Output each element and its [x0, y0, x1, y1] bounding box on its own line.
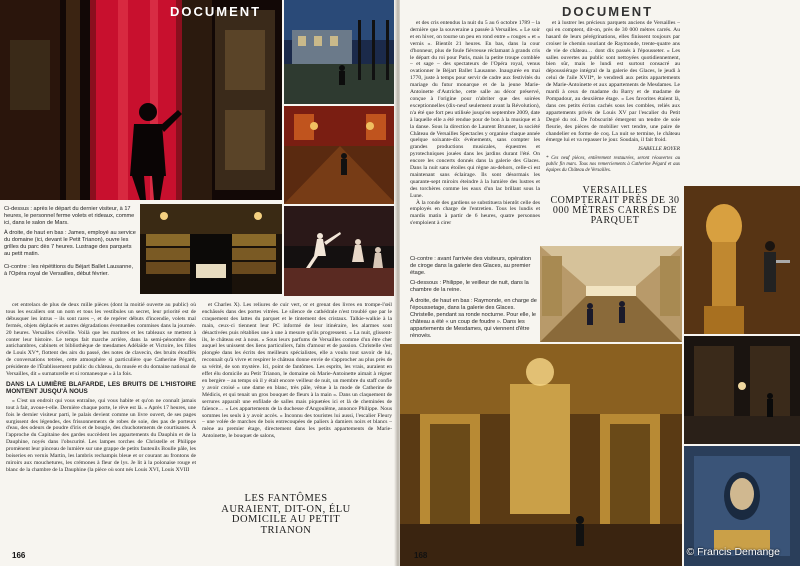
right-caption-3: À droite, de haut en bas : Raymonde, en charge de l'époussetage, dans la galerie des Glaces. Christelle, pendant sa ronde nocturne. Pour elle, le château a été « un coup de foudre ». Dans les appartements de Mesdames, qui viennent d'être rénovés. — [410, 298, 537, 339]
left-col2-paragraph: et Charles X). Les reliures de cuir vert, or et grenat des livres en trompe-l'œil enchâssés dans des portes vitrées. Le silence de cathédrale n'est troublé que par le craquement des lattes du parquet et le tintement des cristaux. Talkie-walkie à la main, ceux-ci tiennent leur PC informé de leur itinéraire, les alarmes sont désactivées puis rétablies une à une à mesure qu'ils progressent. « La nuit, glissent-ils, le château est à nous. » Sous leurs parfums de Versailles comme d'un être cher auquel les unissent des liens particuliers, faits d'amour et de passion. Christelle s'est plongée dans les écrits des meilleurs spécialistes, elle a voulu tout savoir de lui, reconnaît qu'à vivre et respirer le château donne envie de s'approcher au plus près de sa vérité, de son mystère. Ici, point de fantômes. Les esprits, les vrais, auraient en effet élu domicile au Petit Trianon, le domaine où Marie-Antoinette aimait à régner en bergère – au temps où il y était encore veilleur de nuit, un membre du staff confie y avoir croisé « une dame en blanc, très pâle, vêtue à la mode de Catherine de Médicis, et qui tenait un gros bouquet de fleurs à la main ». Dans un claquement de serrures apparaît une enfilade de salles mais piquetées ici et là de cheminées de faïence… « Les appartements de la duchesse d'Angoulême, annonce Philippe. Nous sommes les seuls à y avoir accès. » Inconnu des touristes lui aussi, l'escalier Fleury – une volée de marches de bois entrecoupées de paliers à damiers noirs et blancs – mène au premier étage, directement dans les petits appartements de Marie-Antoinette, le bouquet de salons, — [202, 302, 392, 440]
left-body-column-1 — [6, 302, 196, 550]
right-body-column-2 — [546, 20, 680, 184]
left-col1-after-paragraph: « C'est un endroit qui vous entraîne, qui vous habite et qu'on ne connaît jamais tout à fait, avoue-t-elle. Dernière chaque porte, le rêve est là. » Après 17 heures, une fois le dernier visiteur parti, le palais devient comme un livre ouvert, de ses pages surgissent des légendes, des frissonnements de robes de soie, des pas de porteurs d'eau, des odeurs de poudre d'iris et de bougie, des chuchotements de courtisanes. À l'approche du Capitaine des gardes succèdent les appartements du Dauphin et de la Dauphine, noyés dans l'obscurité. Les lampes torches de Christelle et Philippe promènent leur pinceau de lumière sur une grappe de petits fauteuils Boulle pâle, les boiseries en vernis Martin, les lambris rechampis bleue et or courant au frontons de miroirs aux mouchetures, les crémones à fleur de lys. Je lit à la polonaise rouge et blanc de la chambre de la Dauphine (la pièce où sont nés Louis XVI, Louis XVIII — [6, 397, 196, 473]
section-title-right: DOCUMENT — [562, 4, 654, 19]
photo-chambre-de-la-reine — [400, 344, 682, 566]
right-captions — [410, 256, 538, 343]
left-captions — [4, 206, 136, 281]
section-title-left: DOCUMENT — [170, 4, 262, 19]
right-col2-paragraph-1: et à lustrer les précieux parquets anciens de Versailles – qui en comptent, dit-on, près de 30 000 mètres carrés. Au hasard de leurs pérégrinations, elles finissent toujours par croiser le chemin souriant de Raymonde, trente-quatre ans de vie de château… dont dix passés à l'épousseter. « Les salles ouvertes au public sont nettoyées quotidiennement, bien sûr, mais le lundi est surtout consacré au dépoussiérage intégral de la galerie des Glaces, le jeudi à celui de l'aile XVII*, le vendredi aux petits appartements de Marie-Antoinette et aux appartements de Mesdames. Le mardi à ceux de madame du Barry et de madame de Pompadour, au deuxième étage. » Les favorites étaient là, dans ces petits écrins cachés sous les combles, reliés aux appartements privés de Louis XV par l'escalier du Petit Degré du roi. De l'obscurité émergent un tendre de soie fleurie, des pièces de mobilier vert tendre, une paire de chandelier en forme de coq. La nuit se termine, le château émerge lui et va repasser le jour. Soudain, il fait froid. — [546, 20, 680, 144]
left-pull-quote: LES FANTÔMES AURAIENT, DIT-ON, ÉLU DOMICILE AU PETIT TRIANON — [221, 493, 351, 536]
photo-opera-royal — [140, 204, 282, 294]
author-signature: ISABELLE ROYER — [638, 146, 680, 153]
left-page — [0, 0, 396, 566]
page-number-left: 166 — [12, 551, 26, 560]
photo-ballet-rehearsal — [284, 206, 396, 296]
right-caption-1: Ci-contre : avant l'arrivée des visiteurs, opération de ciroge dans la galerie des Glaces, au premier étage. — [410, 256, 532, 276]
left-body-column-2 — [202, 302, 392, 488]
right-col1-paragraph-2: À la ronde des gardiens se substituera bientôt celle des employés en charge de l'entretien. Tous les lundis et mardis matin à partir de 6 heures, quatre personnes s'emploient à cirer — [410, 199, 540, 227]
caption-1: Ci-dessus : après le départ du dernier visiteur, à 17 heures, le personnel ferme volets et rideaux, comme ici, dans le salon de Mars. — [4, 206, 135, 226]
photo-petit-trianon-gates — [284, 0, 396, 104]
right-caption-2: Ci-dessous : Philippe, le veilleur de nuit, dans la chambre de la reine. — [410, 280, 529, 293]
right-headline: VERSAILLES COMPTERAIT PRÈS DE 30 000 MÈTRES CARRÉS DE PARQUET — [550, 185, 680, 226]
right-col1-paragraph-1: et des cris entendus la nuit du 5 au 6 octobre 1789 – la dernière que la souveraine a passée à Versailles. « Le soir et en hiver, on tourne un peu en rond entre « rouges » et « vernis ». Bientôt 21 heures. En bas, dans la cour d'honneur, plus de foule fiévreuse réclamant à grands cris le départ du roi pour Paris, mais la petite troupe comblée – et sage – des spectateurs de l'Opéra royal, venus ovationner le Béjart Ballet Lausanne. Inaugurée en mai 1770, juste à temps pour servir de cadre aux festivités du mariage du futur monarque et de la jeune Marie-Antoinette d'Autriche, cette salle au décor préservé, conçue à l'origine pour n'abriter que des soirées exceptionnelles (dix-neuf seulement avant la Révolution), n'a été que fort peu utilisée jusqu'en septembre 2009, date à laquelle elle a été rendue pour de bon à la musique et à la danse. Sous la direction de Laurent Brunner, la société Château de Versailles Spectacles y organise chaque année quelque soixante-dix événements, sans compter les grandes productions musicales, équestres et pyrotechniques jouées dans les jardins durant l'été. On encore les concerts donnés dans la galerie des Glaces. Dans la nuit sans étoiles qui règne au-dehors, celle-ci est maintenant sans éclairage. Ils sont désormais les quarante-sept miroirs éteindre à la lumière des lustres et des torchères comme les eaux d'un lac brillant sous la Lune. — [410, 20, 540, 199]
caption-2: À droite, de haut en bas : James, employé au service du domaine (ici, devant le Petit Trianon), ouvre les grilles du parc dès 7 heures. Lustrage des parquets au petit matin. — [4, 230, 136, 257]
left-subhead: DANS LA LUMIÈRE BLAFARDE, LES BRUITS DE L'HISTOIRE MONTENT JUSQU'À NOUS — [6, 380, 196, 396]
right-page — [400, 0, 800, 566]
photo-christelle-ronde — [684, 336, 800, 444]
caption-3: Ci-contre : les répétitions du Béjart Ballet Lausanne, à l'Opéra royal de Versailles, début février. — [4, 264, 134, 277]
right-body-column-1 — [410, 20, 540, 252]
photo-galerie-des-glaces — [540, 246, 682, 342]
photo-credit: © Francis Demange — [686, 546, 780, 558]
left-col1-paragraph: cet entrelacs de plus de deux mille pièces (dont la moitié ouverte au public) où tous les escaliers ont un nom et tous les vestibules un secret, leur priorité est de débusquer les intrus – ils sont rares –, et de repérer débuts d'incendie, volets mal fermés, objets déplacés et autres dégradations éventuelles commises dans la journée. 20 heures. Versailles s'éveille. Voilà que les marbres et les tableaux se mettent à conter leur histoire. Le temps fait marche arrière, dans la semi-pénombre des antichambres, cabinets et bibliothèque de mesdames Adélaïde et Victoire, les filles de Louis XV*, flottent des airs du passé, des notes de clavecin, des bruits étouffés de conversations tetrées, cette atmosphère si particulière que Catherine Pégard, présidente de l'Établissement public du château, du musée et du domaine national de Versailles, dit « surnaturelle et si romanesque » à la fois. — [6, 302, 196, 378]
page-number-right: 168 — [414, 551, 428, 560]
photo-parquet-polishing — [284, 106, 396, 204]
footnote: * Ces neuf pièces, entièrement restaurées, seront réouvertes au public fin mars. Tous nos remerciements à Catherine Pégard et aux équipes du Château de Versailles. — [546, 156, 680, 173]
photo-salon-de-mars — [0, 0, 282, 200]
photo-golden-statue — [684, 186, 800, 334]
